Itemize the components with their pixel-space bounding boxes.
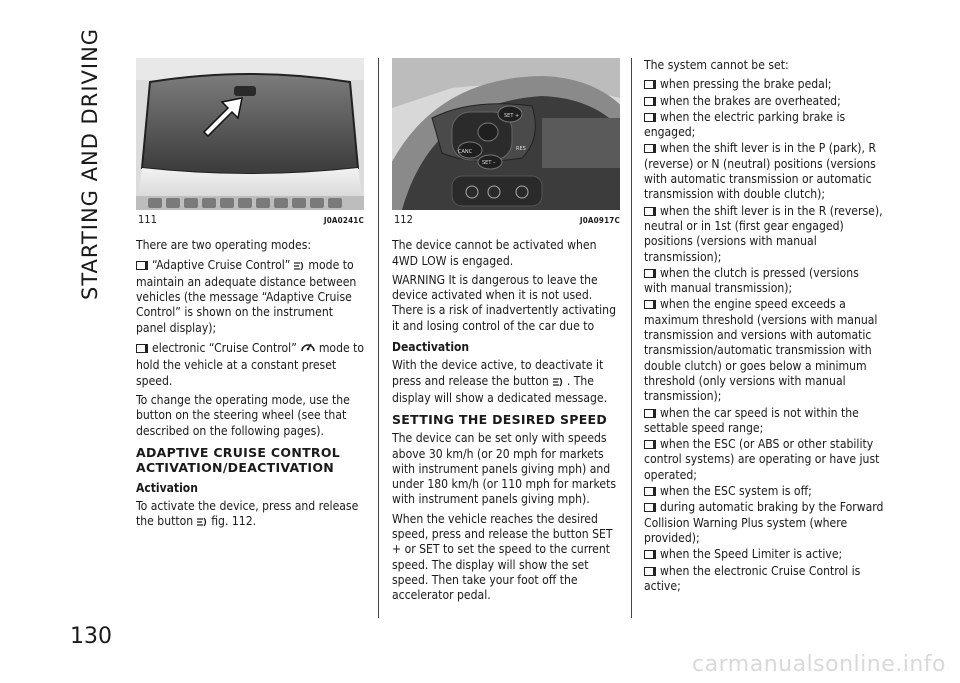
bullet-icon [644,503,656,512]
figure-number: 111 [138,213,157,226]
canc-button-label: CANC [458,149,473,155]
adaptive-cruise-icon [196,516,208,531]
warning-paragraph: WARNING It is dangerous to leave the device activated when it is not used. There is a risk of inadvertently activating it and losing control of the car due to [392,272,616,333]
figure-code: J0A0917C [579,216,620,225]
list-item-text: when the clutch is pressed (versions with manual transmission); [644,265,859,296]
bullet-icon [644,440,656,449]
windshield-illustration [136,58,364,210]
list-item [644,77,884,92]
bullet-icon [136,261,148,270]
list-item-text: when the car speed is not within the settable speed range; [644,405,859,435]
steering-wheel-illustration [392,58,620,210]
list-item-text: when the ESC (or ABS or other stability control systems) are operating or have just operated; [644,437,880,482]
bullet-icon [644,113,656,122]
list-item [644,297,884,404]
watermark: carmanualsonline.info [692,652,946,677]
list-item [644,564,884,595]
column-rule [631,58,632,618]
list-item [644,110,884,141]
bullet-icon [644,487,656,496]
bullet-icon [644,300,656,309]
list-item-text: when the electronic Cruise Control is active; [644,563,861,593]
list-item: electronic “Cruise Control” mode to hold the vehicle at a constant preset speed. [136,341,365,388]
list-item [644,500,884,546]
list-item-text: when the brakes are overheated; [660,93,841,108]
list-item: “Adaptive Cruise Control” mode to maintain an adequate distance between vehicles (the message “Adaptive Cruise Control” is shown on the instrument panel display); [136,257,357,335]
list-item [644,204,884,265]
list-item [644,437,884,483]
column-2 [392,58,622,608]
figure-caption [392,212,622,228]
bullet-icon [644,207,656,216]
bullet-icon [644,80,656,89]
list-item-text: when the shift lever is in the P (park), R (reverse) or N (neutral) positions (versions with automatic transmission or automatic transmission with double clutch); [644,141,877,202]
figure-111-windshield-camera [136,58,364,210]
paragraph: There are two operating modes: [136,238,312,253]
res-button-label: RES [516,146,526,152]
list-item-text: during automatic braking by the Forward Collision Warning Plus system (where provided); [644,500,884,545]
list-item-text: when the engine speed exceeds a maximum threshold (versions with manual transmission and versions with automatic transmission/automatic transmission with double clutch) or goes below a minimum threshold (only versions with manual transmission); [644,297,878,404]
column-1 [136,58,366,536]
paragraph: With the device active, to deactivate it press and release the button . The display will show a dedicated message. [392,358,608,405]
figure-caption [136,212,366,228]
list-item-text: when pressing the brake pedal; [660,77,832,92]
figure-code: J0A0241C [323,216,364,225]
section-heading: ADAPTIVE CRUISE CONTROL ACTIVATION/DEACTIVATION [136,444,341,475]
adaptive-cruise-icon [552,376,564,391]
subheading: Activation [136,480,198,495]
figure-112-steering-wheel-controls [392,58,620,210]
subheading: Deactivation [392,340,470,355]
list-item [644,94,884,109]
column-rule [378,58,379,618]
paragraph: To change the operating mode, use the button on the steering wheel (see that described on the following pages). [136,392,350,438]
list-item-text: when the ESC system is off; [660,484,812,499]
bullet-icon [644,409,656,418]
list-item [644,406,884,437]
bullet-icon [644,567,656,576]
section-heading: SETTING THE DESIRED SPEED [392,412,608,428]
list-item [644,141,884,202]
bullet-icon [644,97,656,106]
list-item-text: when the shift lever is in the R (reverse), neutral or in 1st (first gear engaged) positions (versions with manual transmission); [644,203,883,264]
list-item-text: when the electric parking brake is engaged; [644,109,846,140]
bullet-icon [644,144,656,153]
list-item-text: when the Speed Limiter is active; [660,547,843,562]
column-3 [644,58,884,595]
page-number: 130 [70,624,112,649]
set-minus-button-label: SET – [482,160,496,166]
chapter-side-title: STARTING AND DRIVING [78,27,102,300]
list-item [644,266,884,297]
paragraph: The device cannot be activated when 4WD LOW is engaged. [392,238,597,268]
conditions-list [644,77,884,594]
bullet-icon [136,344,148,353]
adaptive-cruise-icon [293,260,305,275]
paragraph: To activate the device, press and release the button fig. 112. [136,499,366,532]
bullet-icon [644,550,656,559]
cruise-control-icon [300,340,316,358]
bullet-icon [644,269,656,278]
paragraph: When the vehicle reaches the desired speed, press and release the button SET + or SET to set the speed to the current speed. The display will show the set speed. Then take your foot off the accelerator pedal. [392,511,613,603]
set-plus-button-label: SET + [504,113,520,119]
figure-number: 112 [394,213,413,226]
list-item [644,484,884,499]
paragraph: The device can be set only with speeds above 30 km/h (or 20 mph for markets with instrument panels giving mph) and under 180 km/h (or 110 mph for markets with instrument panels giving mph). [392,431,617,507]
list-item [644,547,884,562]
paragraph: The system cannot be set: [644,58,789,72]
